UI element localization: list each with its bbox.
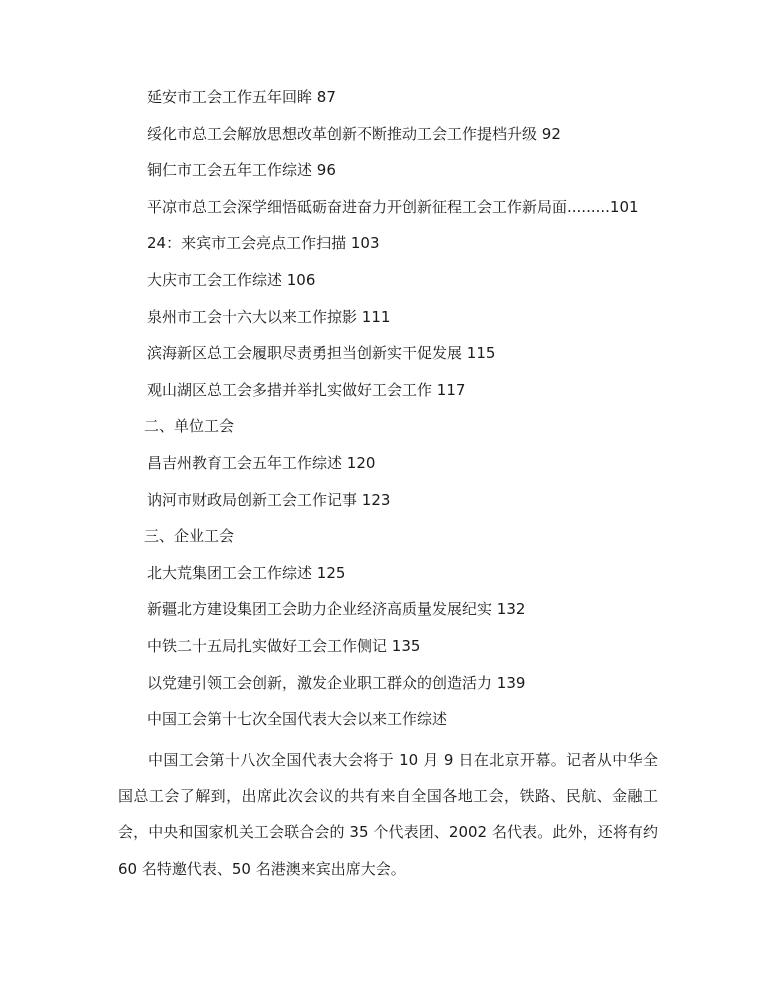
toc-entry: 中国工会第十七次全国代表大会以来工作综述 (147, 710, 448, 729)
toc-entry: 以党建引领工会创新，激发企业职工群众的创造活力 139 (147, 673, 526, 692)
toc-entry: 绥化市总工会解放思想改革创新不断推动工会工作提档升级 92 (147, 124, 561, 143)
toc-section-heading: 二、单位工会 (144, 417, 235, 436)
toc-entry: 观山湖区总工会多措并举扎实做好工会工作 117 (147, 380, 466, 399)
toc-entry: 延安市工会工作五年回眸 87 (147, 88, 336, 106)
toc-entry: 讷河市财政局创新工会工作记事 123 (147, 490, 391, 509)
toc-entry: 24：来宾市工会亮点工作扫描 103 (147, 234, 380, 253)
toc-entry: 平凉市总工会深学细悟砥砺奋进奋力开创新征程工会工作新局面.........101 (147, 197, 639, 216)
toc-entry: 中铁二十五局扎实做好工会工作侧记 135 (147, 636, 421, 655)
toc-entry: 泉州市工会十六大以来工作掠影 111 (147, 307, 391, 326)
body-paragraph: 中国工会第十八次全国代表大会将于 10 月 9 日在北京开幕。记者从中华全国总工会了解到，出席此次会议的共有来自全国各地工会，铁路、民航、金融工会，中央和国家机关工会联合会的 35 个代表团、2002 名代表。此外，还将有约 60 名特邀代表、50 名港澳来宾出席大会。 (118, 751, 658, 878)
toc-entry: 滨海新区总工会履职尽责勇担当创新实干促发展 115 (147, 344, 496, 363)
toc-entry: 北大荒集团工会工作综述 125 (147, 563, 346, 582)
toc-section-heading: 三、企业工会 (144, 527, 235, 546)
table-of-contents (144, 86, 707, 745)
toc-entry: 新疆北方建设集团工会助力企业经济高质量发展纪实 132 (147, 600, 526, 619)
toc-entry: 铜仁市工会五年工作综述 96 (147, 161, 336, 180)
toc-entry: 昌吉州教育工会五年工作综述 120 (147, 453, 376, 472)
toc-entry: 大庆市工会工作综述 106 (147, 270, 316, 289)
